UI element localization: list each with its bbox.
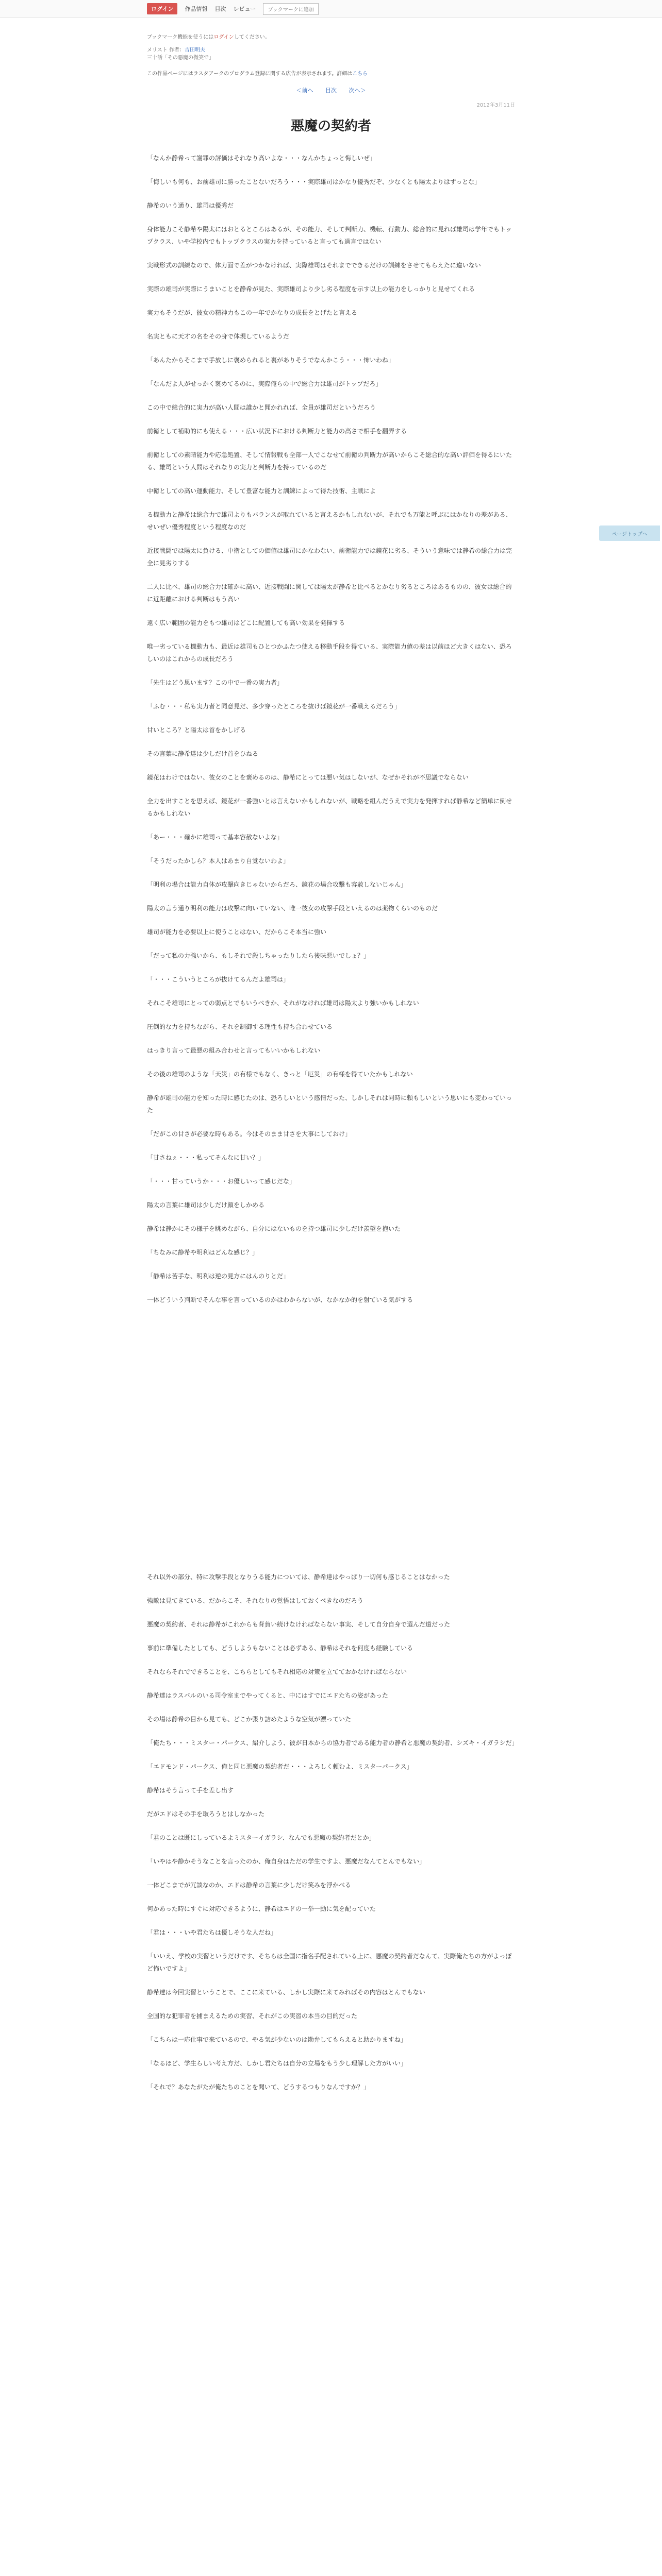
notice-details-link[interactable]: こちら <box>352 71 368 77</box>
body-paragraph: 「いいえ、学校の実習というだけです、そちらは全国に指名手配されている上に、悪魔の契約者だなんて、実際俺たちの方がよっぽど怖いですよ」 <box>147 1953 512 1972</box>
body-paragraph: 「ふむ・・・私も実力者と同意見だ、多少穿ったところを抜けば鏡花が一番戦えるだろう」 <box>147 703 401 710</box>
body-paragraph: 「なんだよ人がせっかく褒めてるのに、実際俺らの中で総合力は雄司がトップだろ」 <box>147 380 382 387</box>
body-paragraph: 鏡花はわけではない、彼女のことを褒めるのは、静希にとっては悪い気はしないが、なぜかそれが不思議でならない <box>147 774 469 781</box>
episode-line: 三十話「その悪魔の微笑で」 <box>147 55 214 61</box>
body-paragraph: 実戦形式の訓練なので、体力面で差がつかなければ、実際雄司はそれまでできるだけの訓練をさせてもらえたに違いない <box>147 262 481 269</box>
work-meta: メリスト 作者：吉田明夫 三十話「その悪魔の微笑で」 <box>147 46 515 62</box>
body-paragraph: 「あー・・・確かに雄司って基本容赦ないよな」 <box>147 834 284 841</box>
body-paragraph: 「悔しいも何も、お前雄司に勝ったことないだろう・・・実際雄司はかなり優秀だぞ、少なくとも陽太よりはずっとな」 <box>147 178 481 185</box>
body-paragraph: 静希が雄司の能力を知った時に感じたのは、恐ろしいという感情だった、しかしそれは同時に頼もしいという思いにも変わっていった <box>147 1094 512 1114</box>
body-paragraph: 中衛としての高い運動能力、そして豊富な能力と訓練によって得た技術、主戦によ <box>147 487 376 495</box>
body-paragraph: 「それで？あなたがたが俺たちのことを聞いて、どうするつもりなんですか？」 <box>147 2083 370 2091</box>
body-paragraph: 「だって私の力強いから、もしそれで殺しちゃったりしたら後味悪いでしょ？」 <box>147 952 370 959</box>
body-paragraph: 「そうだったかしら？本人はあまり自覚ないわよ」 <box>147 857 290 865</box>
body-paragraph: 静希はそう言って手を差し出す <box>147 1787 234 1794</box>
body-paragraph: 事前に準備したとしても、どうしようもないことは必ずある、静希はそれを何度も経験している <box>147 1645 413 1652</box>
body-paragraph: 実際の雄司が実際にうまいことを静希が見た、実際雄司より少し劣る程度を示す以上の能力をしっかりと見せてくれる <box>147 285 475 293</box>
body-paragraph: 何かあった時にすぐに対応できるように、静希はエドの一挙一動に気を配っていた <box>147 1905 376 1912</box>
body-paragraph: 前衛として補助的にも使える・・・広い状況下における判断力と能力の高さで相手を翻弄する <box>147 428 407 435</box>
body-paragraph: 名実ともに天才の名をその身で体現しているようだ <box>147 333 290 340</box>
body-paragraph: 「先生はどう思います？この中で一番の実力者」 <box>147 679 284 686</box>
login-link[interactable]: ログイン <box>213 35 234 40</box>
body-paragraph: 「明利の場合は能力自体が攻撃向きじゃないからだろ、鏡花の場合攻撃も容赦しないじゃん」 <box>147 881 407 888</box>
body-paragraph: 「静希は苦手な、明利は逆の見方にはんのりとだ」 <box>147 1273 290 1280</box>
body-paragraph: 静希は静かにその様子を眺めながら、自分にはないものを持つ雄司に少しだけ羨望を抱いた <box>147 1225 401 1232</box>
body-paragraph: その言葉に静希達は少しだけ首をひねる <box>147 750 259 757</box>
body-paragraph: 二人に比べ、雄司の総合力は確かに高い、近接戦闘に関しては陽太が静希と比べるとかなり劣るところはあるものの、彼女は総合的に近距離における判断はもう高い <box>147 583 512 603</box>
body-paragraph: 甘いところ？と陽太は首をかしげる <box>147 726 246 734</box>
nav-work-info[interactable]: 作品情報 <box>185 6 208 12</box>
body-paragraph: 「・・・こういうところが抜けてるんだよ雄司は」 <box>147 976 290 983</box>
add-bookmark-button[interactable]: ブックマークに追加 <box>263 3 318 15</box>
body-paragraph: 静希達は今回実習ということで、ここに来ている、しかし実際に来てみればその内容はとんでもない <box>147 1989 425 1996</box>
body-paragraph: 「エドモンド・パークス、俺と同じ悪魔の契約者だ・・・よろしく頼むよ、ミスターパークス」 <box>147 1763 413 1770</box>
body-paragraph: る機動力と静希は総合力で雄司よりもバランスが取れていると言えるかもしれないが、それでも万能と呼ぶにはかなりの差がある、せいぜい優秀程度という程度なのだ <box>147 511 512 531</box>
page-top-button[interactable]: ページトップへ <box>599 526 660 541</box>
body-paragraph: 唯一劣っている機動力も、最近は雄司もひとつかふたつ使える移動手段を得ている、実際能力値の差は以前ほど大きくはない、恐ろしいのはこれからの成長だろう <box>147 643 512 663</box>
body-paragraph: 「こちらは一応仕事で来ているので、やる気が少ないのは勘弁してもらえると助かりますね」 <box>147 2036 407 2043</box>
author-link[interactable]: 吉田明夫 <box>184 47 205 53</box>
episode-title: 悪魔の契約者 <box>290 118 371 134</box>
top-navigation-bar <box>0 0 662 18</box>
body-paragraph: 陽太の言葉に雄司は少しだけ顔をしかめる <box>147 1201 265 1209</box>
blank-gap <box>147 1317 515 1560</box>
login-note: ブックマーク機能を使うにはログインしてください。 <box>147 35 270 40</box>
prev-link[interactable]: ＜前へ <box>296 87 313 94</box>
body-paragraph: 一体どういう判断でそんな事を言っているのかはわからないが、なかなか的を射ている気がする <box>147 1296 413 1303</box>
body-paragraph: 「・・・甘っていうか・・・お優しいって感じだな」 <box>147 1178 296 1185</box>
body-paragraph: 「甘さねぇ・・・私ってそんなに甘い？」 <box>147 1154 265 1161</box>
body-paragraph: 近接戦闘では陽太に負ける、中衛としての価値は雄司にかなわない、前衛能力では鏡花に劣る、そういう意味では静希の総合力は完全に見劣りする <box>147 547 512 567</box>
body-paragraph: 「あんたからそこまで手放しに褒められると裏がありそうでなんかこう・・・怖いわね」 <box>147 357 395 364</box>
ad-notice: この作品ページにはラスタアークのプログラム登録に関する広告が表示されます。詳細はこちら <box>147 71 368 77</box>
post-date: 2012年3月11日 <box>476 103 515 108</box>
body-paragraph: それならそれでできることを、こちらとしてもそれ相応の対策を立てておかなければならない <box>147 1668 407 1675</box>
body-paragraph: その後の雄司のような「天災」の有様でもなく、きっと「厄災」の有様を得ていたかもしれない <box>147 1071 413 1078</box>
body-paragraph: 身体能力こそ静希や陽太にはおとるところはあるが、その能力、そして判断力、機転、行動力、総合的に見れば雄司は学年でもトップクラス、いや学校内でもトップクラスの実力を持っていると言っても過言ではない <box>147 226 512 245</box>
nav-table-of-contents[interactable]: 目次 <box>214 6 226 12</box>
nav-review[interactable]: レビュー <box>233 6 256 12</box>
body-paragraph: 「なんか静希って謝罪の評価はそれなり高いよな・・・なんかちょっと悔しいぜ」 <box>147 155 376 162</box>
body-paragraph: 「いやはや静かそうなことを言ったのか、俺自身はただの学生ですよ、悪魔だなんてとんでもない」 <box>147 1858 426 1865</box>
body-paragraph: 実力もそうだが、彼女の精神力もこの一年でかなりの成長をとげたと言える <box>147 309 358 316</box>
content-column <box>147 32 518 2093</box>
body-paragraph: 静希のいう通り、雄司は優秀だ <box>147 202 234 209</box>
body-paragraph: 圧倒的な力を持ちながら、それを制御する理性も持ち合わせている <box>147 1023 333 1030</box>
body-paragraph: 「だがこの甘さが必要な時もある。今はそのまま甘さを大事にしておけ」 <box>147 1130 352 1138</box>
body-paragraph: 「俺たち・・・ミスター・パークス、紹介しよう、彼が日本からの協力者である能力者の静希と悪魔の契約者、シズキ・イガラシだ」 <box>147 1739 518 1747</box>
body-paragraph: 一体どこまでが冗談なのか、エドは静希の言葉に少しだけ笑みを浮かべる <box>147 1882 352 1889</box>
body-paragraph: 陽太の言う通り明利の能力は攻撃に向いていない、唯一彼女の攻撃手段といえるのは薬物くらいのものだ <box>147 905 438 912</box>
body-paragraph: 「君は・・・いや君たちは優しそうな人だね」 <box>147 1929 277 1936</box>
body-paragraph: 強敵は見てきている、だからこそ、それなりの覚悟はしておくべきなのだろう <box>147 1597 363 1604</box>
pager <box>147 86 515 94</box>
body-paragraph: 「君のことは既にしっているよミスターイガラシ、なんでも悪魔の契約者だとか」 <box>147 1834 375 1841</box>
body-paragraph: 静希達はラスバルのいる司令室までやってくると、中にはすでにエドたちの姿があった <box>147 1692 388 1699</box>
next-link[interactable]: 次へ＞ <box>349 87 366 94</box>
toc-link[interactable]: 目次 <box>325 87 337 94</box>
body-paragraph: 前衛としての素晴能力や応急処置、そして情報戦も全部一人でこなせて前衛の判断力が高いからこそ総合的な高い評価を得るにいたる、雄司という人間はそれなりの実力と判断力を持っているのだ <box>147 451 512 471</box>
login-button[interactable]: ログイン <box>147 3 177 14</box>
novel-body <box>147 152 518 2093</box>
body-paragraph: 「なるほど、学生らしい考え方だ、しかし君たちは自分の立場をもう少し理解した方がいい」 <box>147 2060 407 2067</box>
body-paragraph: それこそ雄司にとっての弱点とでもいうべきか、それがなければ雄司は陽太より強いかもしれない <box>147 999 419 1007</box>
body-paragraph: 「ちなみに静希や明利はどんな感じ？」 <box>147 1249 259 1256</box>
body-paragraph: はっきり言って最悪の組み合わせと言ってもいいかもしれない <box>147 1047 321 1054</box>
body-paragraph: 雄司が能力を必要以上に使うことはない、だからこそ本当に強い <box>147 928 327 936</box>
body-paragraph: だがエドはその手を取ろうとはしなかった <box>147 1810 265 1818</box>
body-paragraph: この中で総合的に実力が高い人間は誰かと聞かれれば、全員が雄司だというだろう <box>147 404 376 411</box>
body-paragraph: 全力を出すことを思えば、鏡花が一番強いとは言えないかもしれないが、戦略を組んだうえで実力を発揮すれば静希など簡単に倒せるかもしれない <box>147 798 512 817</box>
body-paragraph: それ以外の部分、特に攻撃手段となりうる能力については、静希達はやっぱり一切何も感じることはなかった <box>147 1573 450 1581</box>
body-paragraph: 全国的な犯罪者を捕まえるための実習、それがこの実習の本当の目的だった <box>147 2012 358 2020</box>
body-paragraph: その場は静希の目から見ても、どこか張り詰めたような空気が漂っていた <box>147 1716 352 1723</box>
body-paragraph: 遠く広い範囲の能力をもつ雄司はどこに配置しても高い効果を発揮する <box>147 619 345 626</box>
body-paragraph: 悪魔の契約者、それは静希がこれからも背負い続けなければならない事実、そして自分自身で選んだ道だった <box>147 1621 451 1628</box>
